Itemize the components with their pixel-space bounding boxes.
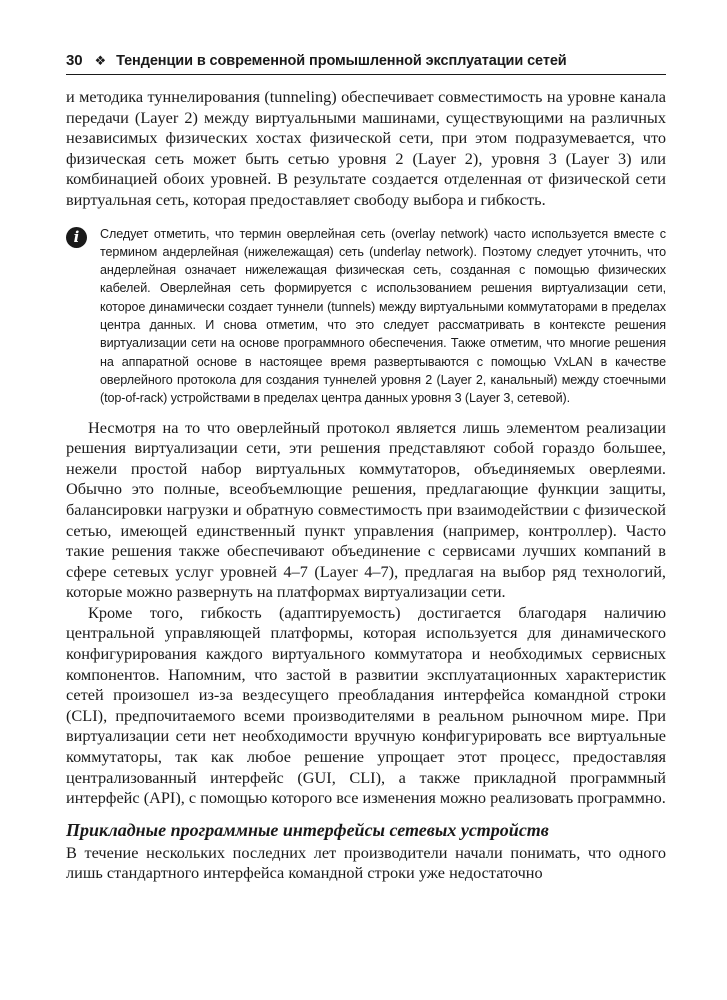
paragraph-4: В течение нескольких последних лет производители начали понимать, что одного лишь стандартного интерфейса командной строки уже недостаточно — [66, 842, 666, 883]
page-number: 30 — [66, 52, 83, 69]
paragraph-1: и методика туннелирования (tunneling) обеспечивает совместимость на уровне канала передачи (Layer 2) между виртуальными машинами, существующими на различных независимых физических хостах физической сети, при этом подразумевается, что физическая сеть может быть сетью уровня 2 (Layer 2), уровня 3 (Layer 3) или комбинацией обоих уровней. В результате создается отделенная от физической сети виртуальная сеть, которая предоставляет свободу выбора и гибкость. — [66, 87, 666, 209]
running-header-title: Тенденции в современной промышленной эксплуатации сетей — [116, 53, 567, 69]
info-note — [66, 225, 666, 408]
section-heading: Прикладные программные интерфейсы сетевых устройств — [66, 819, 549, 840]
paragraph-3: Кроме того, гибкость (адаптируемость) достигается благодаря наличию центральной управляющей платформы, которая используется для динамического конфигурирования каждого виртуального коммутатора и необходимых сервисных компонентов. Напомним, что застой в развитии эксплуатационных характеристик сетей произошел из-за вездесущего преобладания интерфейса командной строки (CLI), предпочитаемого всеми производителями в реальном рыночном мире. При виртуализации сети нет необходимости вручную конфигурировать все виртуальные коммутаторы, так как любое решение упрощает этот процесс, предоставляя централизованный интерфейс (GUI, CLI), а также прикладной программный интерфейс (API), с помощью которого все изменения можно реализовать программно. — [66, 602, 666, 808]
paragraph-2: Несмотря на то что оверлейный протокол является лишь элементом реализации решения виртуализации сети, эти решения представляют собой гораздо большее, нежели простой набор виртуальных коммутаторов, объединяемых оверлеями. Обычно это полные, всеобъемлющие решения, предлагающие функции защиты, балансировки нагрузки и обратную совместимость при взаимодействии с физической сетью, имеющей единственный пункт управления (например, контроллер). Часто такие решения также обеспечивают объединение с сервисами лучших компаний в сфере сетевых услуг уровней 4–7 (Layer 4–7), предлагая на выбор ряд технологий, которые можно развернуть на платформах виртуализации сети. — [66, 417, 666, 602]
note-icon-container — [66, 225, 100, 408]
running-header — [66, 52, 666, 75]
note-text: Следует отметить, что термин оверлейная сеть (overlay network) часто используется вместе с термином андерлейная (нижележащая) сеть (underlay network). Поэтому следует уточнить, что андерлейная означает нижележащая физическая сеть, созданная с помощью физических кабелей. Оверлейная сеть формируется с использованием решения виртуализации сети, которое динамически создает туннели (tunnels) между виртуальными коммутаторами в пределах центра данных. И снова отметим, что это следует рассматривать в контексте решения виртуализации сети на основе программного обеспечения. Также отметим, что многие решения на аппаратной основе в настоящее время развертываются с помощью VxLAN в качестве оверлейного протокола для создания туннелей уровня 2 (Layer 2, канальный) между стоечными (top-of-rack) устройствами в пределах центра данных уровня 3 (Layer 3, сетевой). — [100, 226, 666, 406]
header-ornament-icon: ❖ — [94, 53, 107, 68]
info-icon: i — [66, 227, 87, 248]
book-page — [66, 52, 666, 884]
